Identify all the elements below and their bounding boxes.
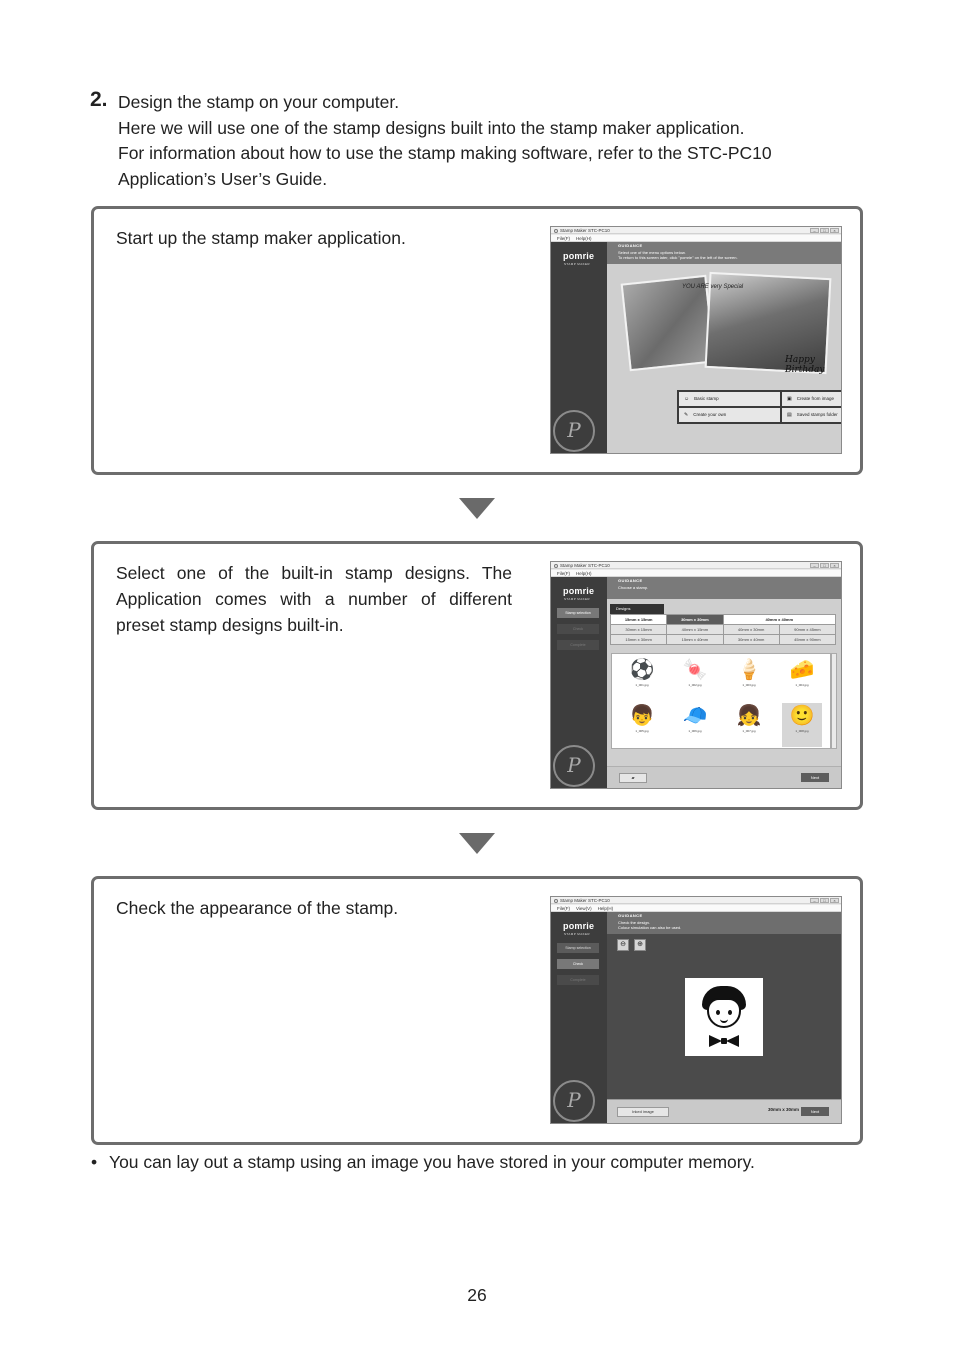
main-area	[607, 912, 841, 1123]
app-icon	[554, 899, 558, 903]
sidebar-complete[interactable]: Complete	[557, 975, 599, 985]
guidance-title: GUIDANCE	[618, 243, 643, 248]
panel-select-design	[91, 541, 863, 810]
menu-basic-stamp[interactable]: ☺ Basic stamp	[679, 392, 780, 406]
step-instructions	[118, 90, 772, 193]
bow-tie-icon	[709, 1035, 739, 1047]
menu-view[interactable]: View(V)	[576, 906, 592, 911]
size-option[interactable]: 30mm x 15mm	[611, 625, 666, 634]
inked-image-button[interactable]: Inked image	[617, 1107, 669, 1117]
photo-text: Happy Birthday	[785, 355, 825, 375]
guidance-title: GUIDANCE	[618, 913, 643, 918]
menu-help[interactable]: Help(H)	[576, 571, 592, 576]
panel-check-stamp	[91, 876, 863, 1145]
size-option[interactable]: 90mm x 45mm	[780, 625, 835, 634]
boy-face-icon	[702, 986, 746, 1030]
pencil-icon: ✎	[684, 412, 689, 418]
next-button[interactable]: Next	[801, 1107, 829, 1116]
app-icon	[554, 564, 558, 568]
window-controls	[810, 898, 839, 903]
stamp-thumb[interactable]: 👦 1_005.jpg	[629, 705, 655, 733]
pomrie-logo[interactable]: pomrie	[563, 921, 595, 931]
bullet-note	[91, 1152, 755, 1173]
menu-create-from-image[interactable]: ▣ Create from image	[782, 392, 842, 406]
menu-help[interactable]: Help(H)	[576, 236, 592, 241]
step-number: 2.	[90, 88, 108, 111]
page-number: 26	[467, 1285, 487, 1305]
sidebar	[551, 912, 607, 1123]
size-header-selected[interactable]: 30mm x 30mm	[667, 615, 722, 624]
zoom-out-icon[interactable]: ⊖	[617, 939, 629, 951]
bottom-bar	[607, 1099, 841, 1123]
sidebar-stamp-selection[interactable]: Stamp selection	[557, 608, 599, 618]
menu-bar	[551, 235, 841, 242]
size-label: 30mm x 30mm	[767, 1107, 799, 1112]
guidance-line: Colour simulation can also be used.	[618, 925, 682, 930]
size-header[interactable]: 15mm x 15mm	[611, 615, 666, 624]
step-line: Application’s User’s Guide.	[118, 169, 328, 190]
main-area	[607, 242, 841, 453]
window-controls	[810, 228, 839, 233]
maximize-icon[interactable]: □	[820, 898, 829, 903]
stamp-thumb[interactable]: 🍬 1_002.jpg	[682, 659, 708, 687]
guidance-bar	[607, 242, 841, 264]
guidance-line: To return to this screen later, click "pomrie" on the left of the screen.	[618, 255, 738, 260]
menu-saved-stamps[interactable]: ▤ Saved stamps folder	[782, 408, 842, 422]
guidance-line: Check the design.	[618, 920, 651, 925]
logo-subtitle: STAMP MAKER	[564, 262, 590, 266]
minimize-icon[interactable]: –	[810, 898, 819, 903]
guidance-text	[618, 250, 738, 260]
maximize-icon[interactable]: □	[820, 563, 829, 568]
close-icon[interactable]: ×	[830, 898, 839, 903]
bullet-icon: •	[91, 1152, 98, 1172]
stamp-grid	[611, 653, 831, 749]
size-header[interactable]: 40mm x 40mm	[724, 615, 836, 624]
size-option[interactable]: 15mm x 30mm	[611, 635, 666, 644]
size-grid	[610, 614, 836, 645]
size-option[interactable]: 40mm x 30mm	[724, 625, 779, 634]
stamp-thumb[interactable]: 👧 1_007.jpg	[736, 705, 762, 733]
menu-create-your-own[interactable]: ✎ Create your own	[679, 408, 780, 422]
title-bar	[551, 227, 841, 234]
sidebar	[551, 577, 607, 788]
app-window-check	[550, 896, 842, 1124]
image-icon: ▣	[787, 396, 792, 402]
app-window-home	[550, 226, 842, 454]
photo-text: YOU ARE very Special	[682, 284, 744, 290]
sidebar-stamp-selection[interactable]: Stamp selection	[557, 943, 599, 953]
pomrie-logo[interactable]: pomrie	[563, 586, 595, 596]
seal-logo-icon: P	[553, 410, 595, 452]
down-arrow-icon	[459, 833, 495, 854]
size-option[interactable]: 40mm x 15mm	[667, 625, 722, 634]
panel-text: Start up the stamp maker application.	[116, 228, 406, 248]
tab-designs[interactable]: Designs	[610, 604, 664, 614]
panel-text: Select one of the built-in stamp designs. The Application comes with a number of different preset stamp designs built-in.	[116, 563, 512, 635]
stamp-thumb[interactable]: 🍦 1_003.jpg	[736, 659, 762, 687]
size-option[interactable]: 30mm x 40mm	[724, 635, 779, 644]
guidance-line: Select one of the menu options below.	[618, 250, 686, 255]
sidebar-check[interactable]: Check	[557, 624, 599, 634]
menu-file[interactable]: File(F)	[557, 906, 570, 911]
logo-subtitle: STAMP MAKER	[564, 932, 590, 936]
menu-bar	[551, 905, 841, 912]
window-title: Stamp Maker STC-PC10	[560, 563, 610, 568]
zoom-in-icon[interactable]: ⊕	[634, 939, 646, 951]
stamp-thumb[interactable]: 🧀 1_004.jpg	[789, 659, 815, 687]
menu-bar	[551, 570, 841, 577]
minimize-icon[interactable]: –	[810, 228, 819, 233]
seal-logo-icon: P	[553, 745, 595, 787]
guidance-text	[618, 920, 681, 930]
stamp-preview	[685, 978, 763, 1056]
window-controls	[810, 563, 839, 568]
main-menu	[677, 390, 842, 424]
title-bar	[551, 562, 841, 569]
bottom-bar	[607, 766, 841, 788]
note-text: You can lay out a stamp using an image you have stored in your computer memory.	[109, 1152, 755, 1172]
window-title: Stamp Maker STC-PC10	[560, 228, 610, 233]
guidance-title: GUIDANCE	[618, 578, 643, 583]
menu-file[interactable]: File(F)	[557, 236, 570, 241]
app-window-select	[550, 561, 842, 789]
sidebar	[551, 242, 607, 453]
next-button[interactable]: Next	[801, 773, 829, 782]
pomrie-logo[interactable]: pomrie	[563, 251, 595, 261]
panel-text: Check the appearance of the stamp.	[116, 898, 399, 918]
close-icon[interactable]: ×	[830, 228, 839, 233]
folder-icon: ▤	[787, 412, 792, 418]
close-icon[interactable]: ×	[830, 563, 839, 568]
sidebar-check[interactable]: Check	[557, 959, 599, 969]
logo-subtitle: STAMP MAKER	[564, 597, 590, 601]
guidance-bar	[607, 912, 841, 934]
down-arrow-icon	[459, 498, 495, 519]
step-line: Here we will use one of the stamp designs built into the stamp maker application.	[118, 117, 745, 138]
window-title: Stamp Maker STC-PC10	[560, 898, 610, 903]
size-option[interactable]: 15mm x 40mm	[667, 635, 722, 644]
seal-logo-icon: P	[553, 1080, 595, 1122]
guidance-bar	[607, 577, 841, 599]
stamp-thumb-selected[interactable]: 🙂 1_008.jpg	[782, 703, 822, 747]
app-icon	[554, 229, 558, 233]
main-area	[607, 577, 841, 788]
step-line: For information about how to use the stamp making software, refer to the STC-PC10	[118, 143, 772, 164]
stamp-thumb[interactable]: ⚽ 1_001.jpg	[629, 659, 655, 687]
step-line: Design the stamp on your computer.	[118, 92, 400, 112]
folder-button-icon[interactable]: ▰	[619, 773, 647, 783]
title-bar	[551, 897, 841, 904]
guidance-text: Choose a stamp.	[618, 585, 649, 590]
maximize-icon[interactable]: □	[820, 228, 829, 233]
stamp-grid-scrollbar[interactable]	[831, 653, 837, 749]
smile-icon: ☺	[684, 396, 690, 402]
menu-file[interactable]: File(F)	[557, 571, 570, 576]
stamp-thumb[interactable]: 🧢 1_006.jpg	[682, 705, 708, 733]
panel-start-app	[91, 206, 863, 475]
sidebar-complete[interactable]: Complete	[557, 640, 599, 650]
size-option[interactable]: 45mm x 90mm	[780, 635, 835, 644]
minimize-icon[interactable]: –	[810, 563, 819, 568]
menu-help[interactable]: Help(H)	[597, 906, 614, 911]
